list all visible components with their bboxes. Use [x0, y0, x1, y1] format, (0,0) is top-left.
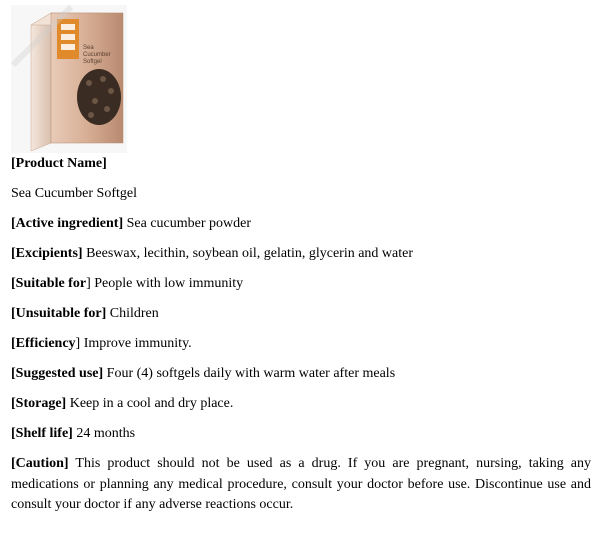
product-description: [11, 154, 591, 516]
product-box-image: [11, 5, 127, 153]
suggested-use-value: Four (4) softgels daily with warm water after meals: [103, 366, 396, 381]
shelf-life-line: [11, 424, 591, 454]
suggested-use-label: [Suggested use]: [11, 366, 104, 381]
excipients-label: [Excipients]: [11, 246, 83, 261]
efficiency-line: [11, 334, 591, 364]
efficiency-label: [Efficiency: [11, 336, 76, 351]
product-name-heading: [11, 154, 591, 184]
excipients-value: Beeswax, lecithin, soybean oil, gelatin, glycerin and water: [82, 246, 414, 261]
product-name-label: [Product Name]: [11, 156, 107, 171]
suitable-for-label: [Suitable for: [11, 276, 87, 291]
unsuitable-for-line: [11, 304, 591, 334]
caution-label: [Caution]: [11, 456, 69, 471]
suitable-for-line: [11, 274, 591, 304]
suggested-use-line: [11, 364, 591, 394]
efficiency-value: ] Improve immunity.: [75, 336, 192, 351]
excipients-line: [11, 244, 591, 274]
suitable-for-value: ] People with low immunity: [86, 276, 244, 291]
box-text-line-1: Sea: [83, 45, 94, 51]
storage-line: [11, 394, 591, 424]
caution-paragraph: [11, 454, 591, 516]
box-text-line-3: Softgel: [83, 59, 102, 65]
product-name-value: Sea Cucumber Softgel: [11, 186, 137, 201]
storage-value: Keep in a cool and dry place.: [66, 396, 234, 411]
active-ingredient-label: [Active ingredient]: [11, 216, 124, 231]
product-name-value-line: [11, 184, 591, 214]
product-box-graphic: [11, 5, 127, 153]
caution-text: This product should not be used as a drug. If you are pregnant, nursing, taking any medications or planning any medical procedure, consult your doctor before use. Discontinue use and consult your doctor if any adverse reactions occur.: [11, 456, 591, 512]
unsuitable-for-label: [Unsuitable for]: [11, 306, 107, 321]
shelf-life-value: 24 months: [72, 426, 136, 441]
unsuitable-for-value: Children: [106, 306, 159, 321]
box-text-line-2: Cucumber: [83, 52, 111, 58]
active-ingredient-line: [11, 214, 591, 244]
shelf-life-label: [Shelf life]: [11, 426, 73, 441]
storage-label: [Storage]: [11, 396, 67, 411]
active-ingredient-value: Sea cucumber powder: [123, 216, 252, 231]
